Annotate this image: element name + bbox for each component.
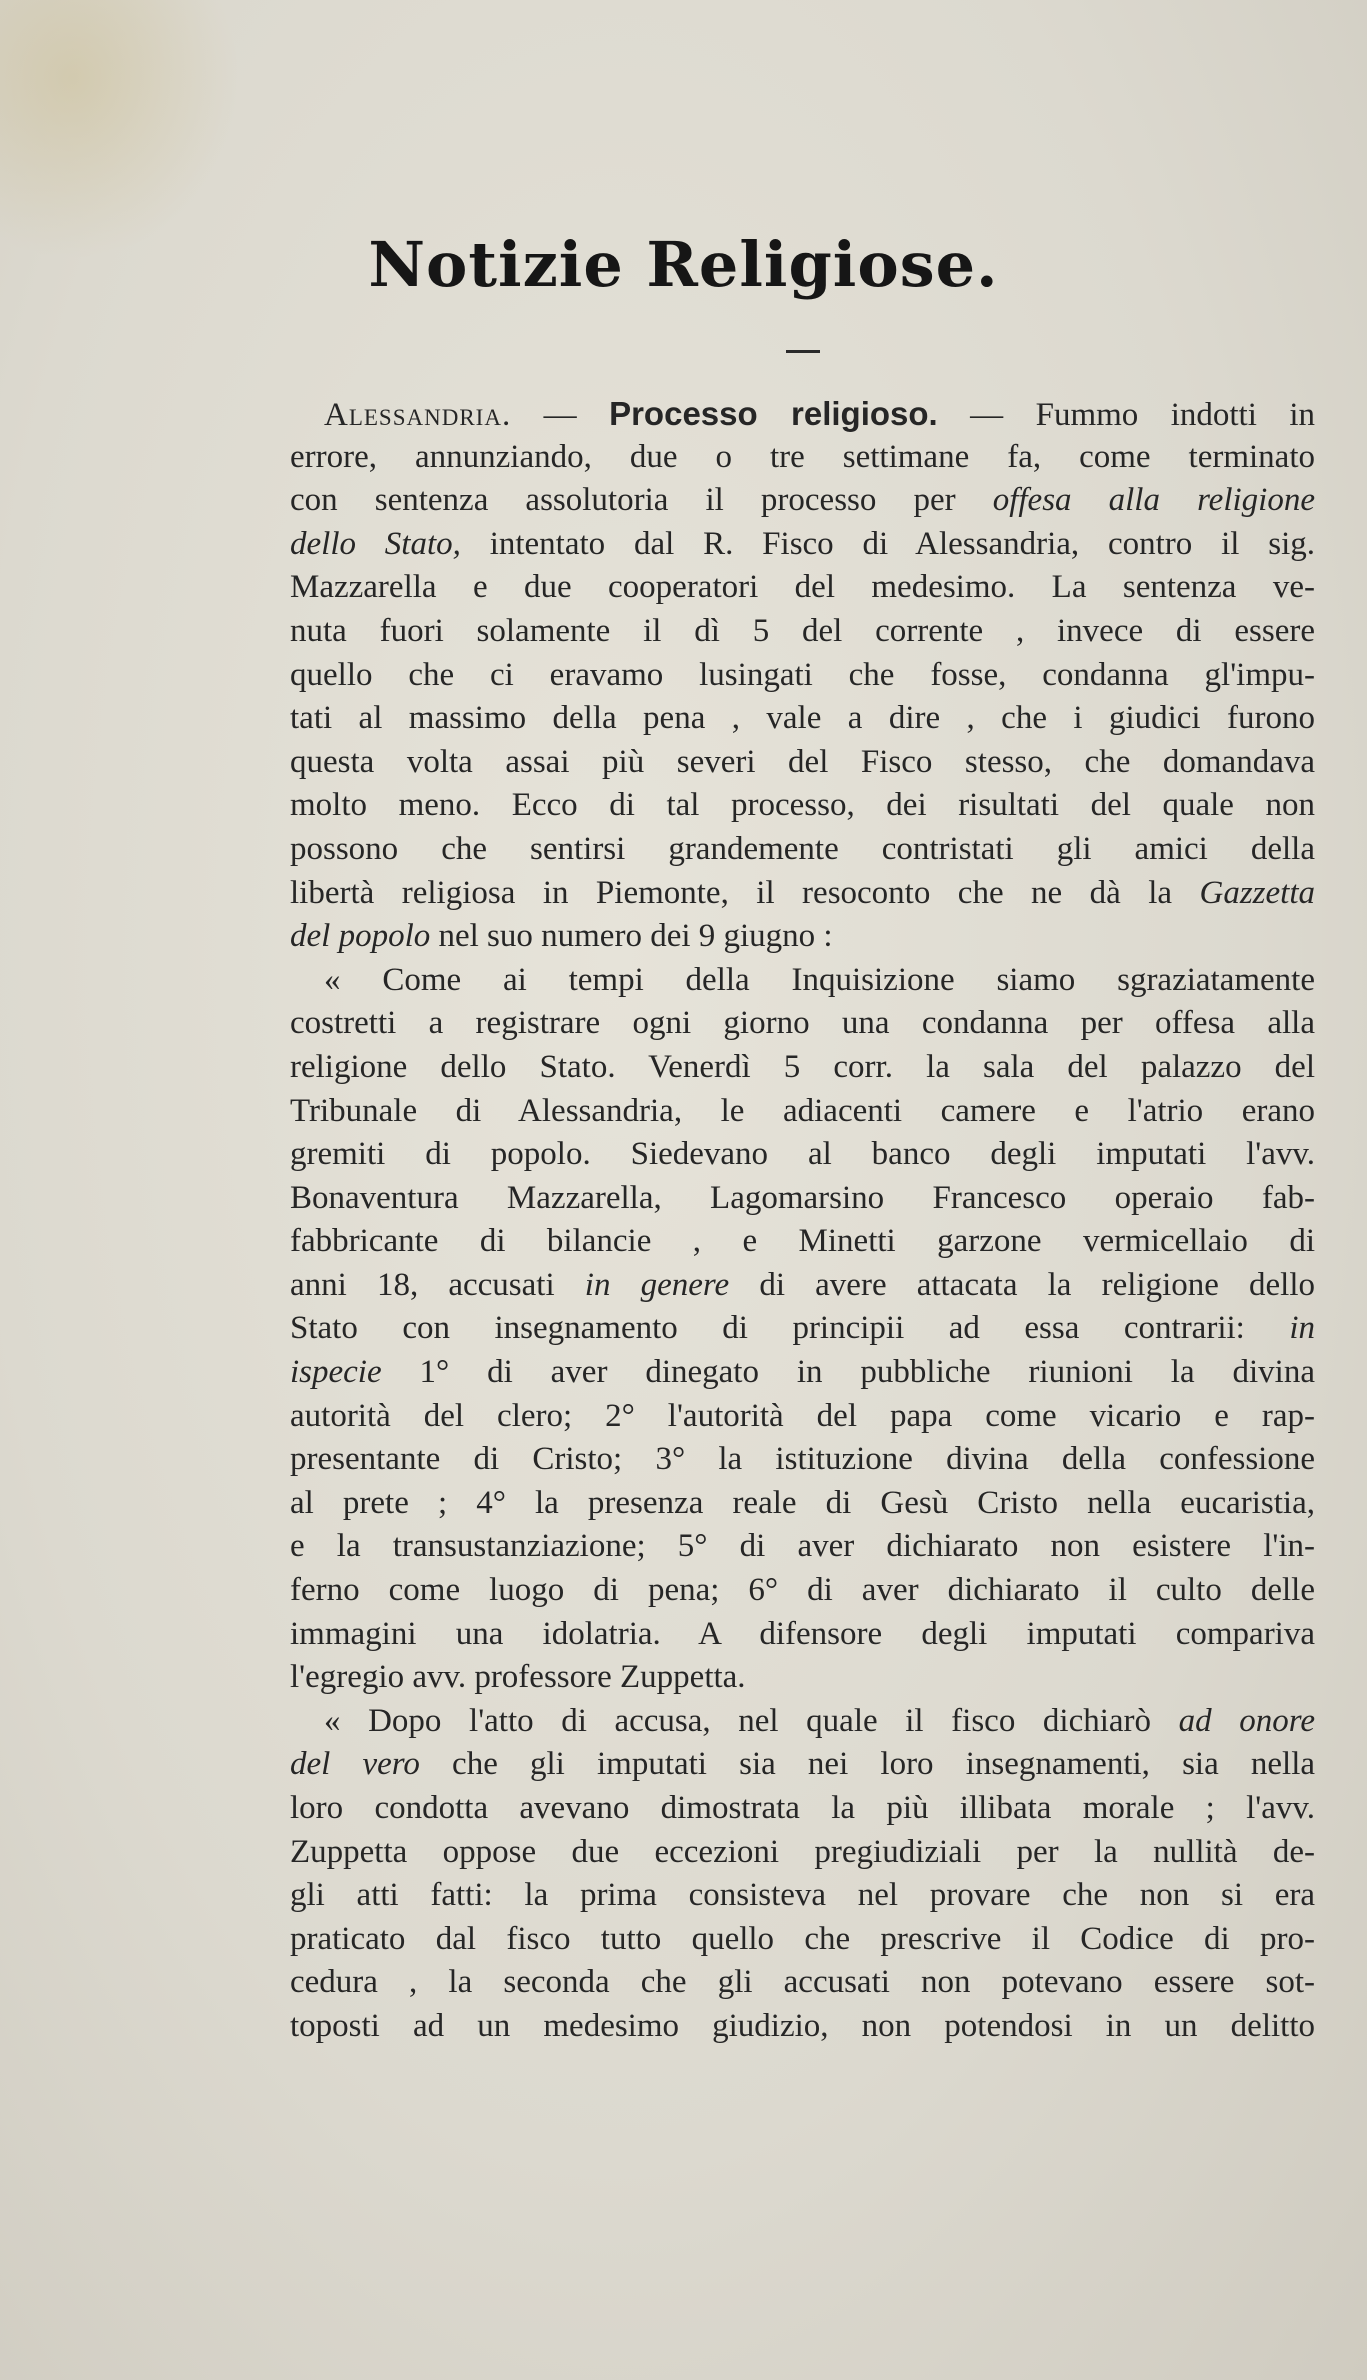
text-line: immagini una idolatria. A difensore degli imputati compariva <box>290 1615 1315 1652</box>
emphasis: ad onore <box>1178 1702 1316 1739</box>
text-line: gremiti di popolo. Siedevano al banco degli imputati l'avv. <box>290 1136 1315 1173</box>
text-span: Fummo indotti in <box>1035 397 1315 433</box>
text-line: Zuppetta oppose due eccezioni pregiudiziali per la nullità de- <box>290 1833 1315 1870</box>
text-line: e la transustanziazione; 5° di aver dichiarato non esistere l'in- <box>290 1528 1315 1565</box>
emphasis: del vero <box>290 1746 420 1783</box>
text-line: « Dopo l'atto di accusa, nel quale il fisco dichiarò ad onore <box>324 1702 1316 1739</box>
text-line: Bonaventura Mazzarella, Lagomarsino Francesco operaio fab- <box>290 1179 1315 1216</box>
text-line: religione dello Stato. Venerdì 5 corr. la sala del palazzo del <box>290 1048 1315 1085</box>
text-line: toposti ad un medesimo giudizio, non potendosi in un delitto <box>290 2007 1315 2044</box>
text-line: costretti a registrare ogni giorno una condanna per offesa alla <box>290 1005 1315 1042</box>
text-line: dello Stato, intentato dal R. Fisco di Alessandria, contro il sig. <box>290 525 1316 562</box>
text-line: anni 18, accusati in genere di avere attacata la religione dello <box>290 1266 1316 1303</box>
text-line: del vero che gli imputati sia nei loro insegnamenti, sia nella <box>290 1746 1316 1783</box>
text-line: del popolo nel suo numero dei 9 giugno : <box>290 918 833 955</box>
text-line: « Come ai tempi della Inquisizione siamo sgraziatamente <box>324 961 1315 998</box>
place-name: Alessandria. <box>324 397 512 433</box>
text-line: ferno come luogo di pena; 6° di aver dichiarato il culto delle <box>290 1572 1315 1609</box>
section-heading: Processo religioso. <box>609 395 938 432</box>
text-line: possono che sentirsi grandemente contristati gli amici della <box>290 830 1315 867</box>
emphasis: in genere <box>584 1266 730 1303</box>
text-line: errore, annunziando, due o tre settimane fa, come terminato <box>290 438 1315 475</box>
text-line: libertà religiosa in Piemonte, il resoconto che ne dà la Gazzetta <box>290 874 1315 911</box>
text-line: questa volta assai più severi del Fisco stesso, che domandava <box>290 743 1315 780</box>
text-line: con sentenza assolutoria il processo per offesa alla religione <box>290 482 1315 519</box>
text-line: al prete ; 4° la presenza reale di Gesù Cristo nella eucaristia, <box>290 1484 1315 1521</box>
text-line: presentante di Cristo; 3° la istituzione divina della confessione <box>290 1441 1315 1478</box>
emphasis: Gazzetta <box>1199 874 1315 911</box>
text-line: fabbricante di bilancie , e Minetti garzone vermicellaio di <box>290 1223 1315 1260</box>
text-line: gli atti fatti: la prima consisteva nel provare che non si era <box>290 1877 1315 1914</box>
text-line: tati al massimo della pena , vale a dire , che i giudici furono <box>290 700 1315 737</box>
article-body <box>290 392 1315 2049</box>
text-line: quello che ci eravamo lusingati che fosse, condanna gl'impu- <box>290 656 1315 693</box>
text-line: ispecie 1° di aver dinegato in pubbliche riunioni la divina <box>290 1354 1315 1391</box>
text-line: autorità del clero; 2° l'autorità del papa come vicario e rap- <box>290 1397 1315 1434</box>
paper-stain <box>0 0 240 260</box>
emphasis: offesa alla religione <box>992 482 1315 519</box>
emphasis: del popolo <box>290 918 431 955</box>
text-line: loro condotta avevano dimostrata la più illibata morale ; l'avv. <box>290 1790 1315 1826</box>
title-rule <box>786 350 820 353</box>
text-line: l'egregio avv. professore Zuppetta. <box>290 1659 746 1696</box>
emphasis: dello Stato, <box>290 525 461 562</box>
emphasis: in <box>1289 1310 1315 1347</box>
page-title: Notizie Religiose. <box>368 228 999 301</box>
text-line: praticato dal fisco tutto quello che prescrive il Codice di pro- <box>290 1920 1315 1957</box>
text-line: Stato con insegnamento di principii ad essa contrarii: in <box>290 1310 1315 1347</box>
emphasis: ispecie <box>290 1354 382 1391</box>
text-line: cedura , la seconda che gli accusati non potevano essere sot- <box>290 1964 1315 2001</box>
text-line: Tribunale di Alessandria, le adiacenti camere e l'atrio erano <box>290 1092 1315 1129</box>
text-line: Alessandria. — Processo religioso. — Fummo indotti in <box>324 395 1315 433</box>
text-line: nuta fuori solamente il dì 5 del corrente , invece di essere <box>290 612 1315 649</box>
text-line: Mazzarella e due cooperatori del medesimo. La sentenza ve- <box>290 569 1315 606</box>
text-line: molto meno. Ecco di tal processo, dei risultati del quale non <box>290 787 1315 824</box>
